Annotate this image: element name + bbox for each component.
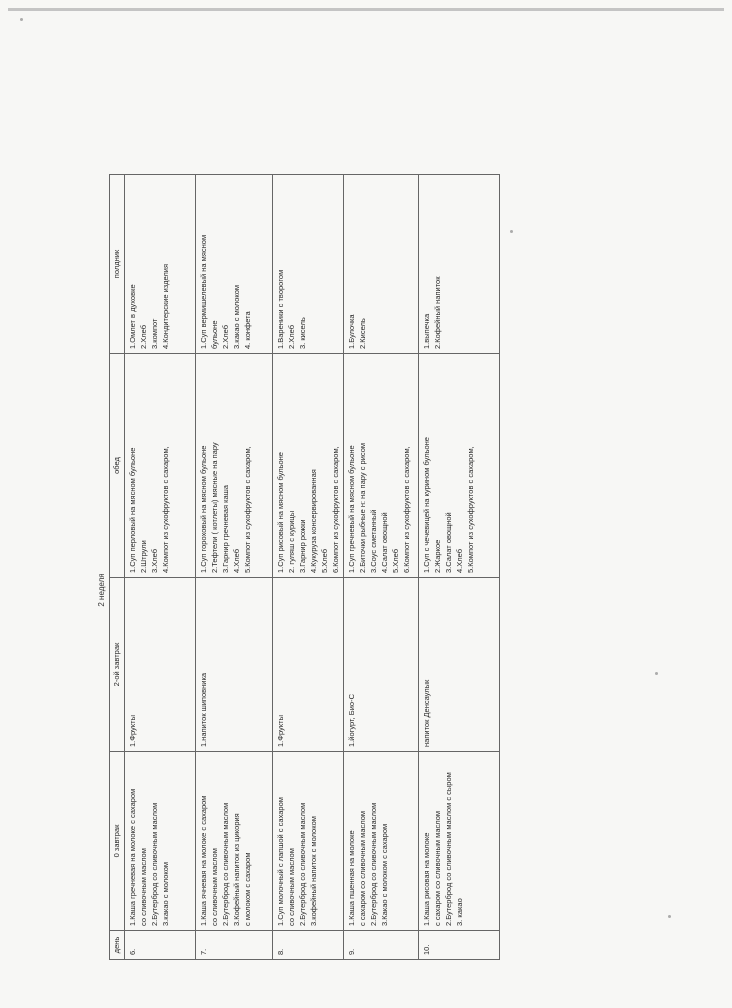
snack-cell	[344, 175, 419, 354]
lunch-cell	[419, 354, 500, 578]
second-breakfast-cell	[273, 578, 344, 752]
table-row	[273, 175, 344, 960]
menu-item: 3. какао	[455, 898, 464, 926]
menu-item: 3.Хлеб	[150, 548, 159, 573]
menu-item: 2.Бутерброд со сливочным маслом	[298, 802, 307, 926]
menu-table	[109, 174, 500, 960]
menu-item: 3.какао с молоком	[232, 284, 241, 349]
menu-item: 5.Компот из сухофруктов с сахаром,	[466, 446, 475, 573]
menu-item: бульоне	[210, 320, 219, 349]
menu-item: 1.Каша рисовая на молоке	[422, 832, 431, 926]
menu-item: с молоком с сахаром	[243, 852, 252, 926]
menu-item: напиток Денсаулык	[422, 679, 431, 747]
menu-item: 3. кисель	[298, 317, 307, 349]
scan-speck	[668, 915, 671, 918]
table-row	[419, 175, 500, 960]
header-day: день	[110, 931, 125, 960]
menu-item: 1.Омлет в духовке	[128, 284, 137, 349]
menu-item: 2.Кисель	[358, 318, 367, 349]
menu-item: 2.Бутерброд со сливочным маслом	[369, 802, 378, 926]
menu-item: 3.кофейный напиток с молоком	[309, 816, 318, 926]
menu-item: 1.Суп вермишелевый на мясном	[199, 234, 208, 349]
menu-item: 3.Салат овощной	[444, 512, 453, 573]
menu-item: 2.Бутерброд со сливочным маслом	[221, 802, 230, 926]
menu-item: 4.Хлеб	[455, 548, 464, 573]
menu-item: 3.Гарнир гречневая каша	[221, 485, 230, 573]
menu-sheet	[95, 220, 565, 960]
menu-item: 4.Кукуруза консервированная	[309, 469, 318, 573]
table-row	[125, 175, 196, 960]
menu-item: 2.Тефтели ( котлеты) мясные на пару	[210, 442, 219, 573]
menu-item: 1.Суп гороховый на мясном бульоне	[199, 445, 208, 573]
day-cell: 8.	[273, 931, 344, 960]
snack-cell	[125, 175, 196, 354]
snack-cell	[273, 175, 344, 354]
menu-item: 4.Хлеб	[232, 548, 241, 573]
menu-item: со сливочным маслом	[139, 848, 148, 926]
menu-item: 3.какао с молоком	[161, 861, 170, 926]
menu-item: 1.Суп с чечевицей на курином бульоне	[422, 437, 431, 573]
lunch-cell	[125, 354, 196, 578]
menu-item: 4. конфета	[243, 311, 252, 349]
day-cell: 9.	[344, 931, 419, 960]
menu-item: 1.Каша пшенная на молоке	[347, 830, 356, 926]
menu-item: 2.Хлеб	[139, 324, 148, 349]
header-second-breakfast: 2-ой завтрак	[110, 578, 125, 752]
menu-item: 1.Булочка	[347, 314, 356, 349]
menu-item: со сливочным маслом	[210, 848, 219, 926]
table-header-row	[110, 175, 125, 960]
menu-item: 1.Суп гречневый на мясном бульоне	[347, 445, 356, 573]
menu-item: 2.Хлеб	[287, 324, 296, 349]
menu-item: 2.Кофейный напиток	[433, 276, 442, 349]
menu-item: с сахаром со сливочным маслом	[358, 810, 367, 926]
menu-item: 5.Хлеб	[391, 548, 400, 573]
day-cell: 10.	[419, 931, 500, 960]
menu-item: 4.Компот из сухофруктов с сахаром,	[161, 446, 170, 573]
menu-item: 2.Бутерброд со сливочным маслом	[150, 802, 159, 926]
menu-item: 1.Фрукты	[128, 715, 137, 747]
scan-top-edge	[8, 8, 724, 11]
menu-item: 4.Кондитерские изделия	[161, 263, 170, 349]
menu-item: 1.йогурт, Био-С	[347, 694, 356, 747]
menu-item: 1.напиток шиповника	[199, 672, 208, 747]
lunch-cell	[273, 354, 344, 578]
menu-item: 1.выпечка	[422, 313, 431, 349]
menu-item: 2.Штрули	[139, 540, 148, 573]
menu-item: с сахаром со сливочным маслом	[433, 810, 442, 926]
lunch-cell	[196, 354, 273, 578]
menu-item: 3.Гарнир рожки	[298, 519, 307, 573]
breakfast-cell	[344, 752, 419, 931]
menu-item: 1.Каша гречневая на молоке с сахаром	[128, 788, 137, 926]
snack-cell	[196, 175, 273, 354]
scan-speck	[655, 672, 658, 675]
lunch-cell	[344, 354, 419, 578]
menu-item: 1.Вареники с творогом	[276, 269, 285, 349]
menu-item: 3.Соус сметанный	[369, 509, 378, 573]
menu-item: 5.Компот из сухофруктов с сахаром,	[243, 446, 252, 573]
menu-item: 4.Салат овощной	[380, 512, 389, 573]
menu-item: 6.Компот из сухофруктов с сахаром,	[331, 446, 340, 573]
week-title: 2 неделя	[97, 573, 106, 607]
snack-cell	[419, 175, 500, 354]
menu-item: 2.Биточки рыбные н: на пару с рисом	[358, 442, 367, 573]
menu-item: 3.Какао с молоком с сахаром	[380, 823, 389, 926]
second-breakfast-cell	[196, 578, 273, 752]
menu-item: 5.Хлеб	[320, 548, 329, 573]
header-snack: полдник	[110, 175, 125, 354]
menu-item: 2.Жаркое	[433, 539, 442, 573]
menu-body	[125, 175, 500, 960]
menu-item: 3.Кофейный напиток из цикория	[232, 813, 241, 926]
menu-item: со сливочным маслом	[287, 848, 296, 926]
breakfast-cell	[196, 752, 273, 931]
day-cell: 6.	[125, 931, 196, 960]
table-row	[196, 175, 273, 960]
menu-item: 2. гуляш с курицы	[287, 510, 296, 573]
menu-item: 1.Фрукты	[276, 715, 285, 747]
scan-speck	[20, 18, 23, 21]
breakfast-cell	[273, 752, 344, 931]
second-breakfast-cell	[344, 578, 419, 752]
breakfast-cell	[419, 752, 500, 931]
menu-item: 1.Суп молочный с лапшой с сахаром	[276, 797, 285, 926]
menu-item: 2.Бутерброд со сливочным маслом с сыром	[444, 772, 453, 926]
menu-item: 1.Суп рисовый на мясном бульоне	[276, 452, 285, 573]
menu-item: 1.Каша ячневая на молоке с сахаром	[199, 795, 208, 926]
menu-item: 1.Суп перловый на мясном бульоне	[128, 447, 137, 573]
second-breakfast-cell	[419, 578, 500, 752]
table-row	[344, 175, 419, 960]
menu-item: 6.Компот из сухофруктов с сахаром,	[402, 446, 411, 573]
header-lunch: обед	[110, 354, 125, 578]
day-cell: 7.	[196, 931, 273, 960]
second-breakfast-cell	[125, 578, 196, 752]
menu-item: 2.Хлеб	[221, 324, 230, 349]
menu-item: 3.компот	[150, 318, 159, 349]
breakfast-cell	[125, 752, 196, 931]
header-breakfast: 0 завтрак	[110, 752, 125, 931]
